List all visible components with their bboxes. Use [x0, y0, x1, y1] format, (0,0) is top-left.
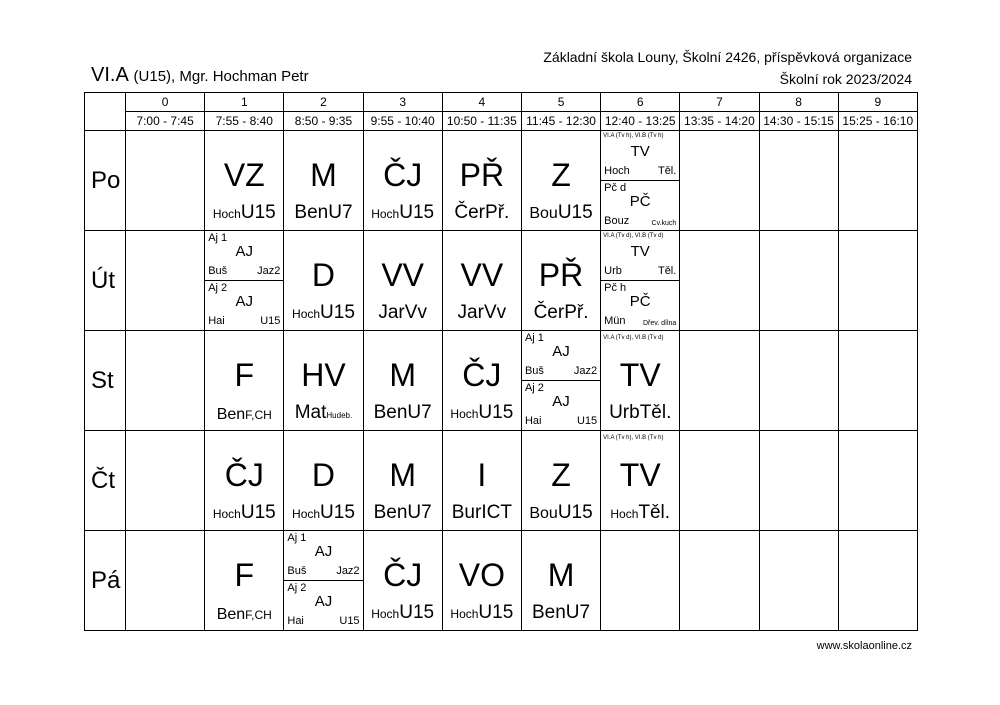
- room: Hudeb.: [326, 411, 353, 420]
- lesson-half: [284, 531, 362, 581]
- room: F,CH: [245, 408, 272, 422]
- group-label: Aj 1: [208, 232, 228, 244]
- class-name: VI.A: [91, 64, 129, 86]
- subject: ČJ: [383, 157, 423, 193]
- teacher-room: [284, 202, 362, 224]
- subject: ČJ: [224, 457, 264, 493]
- lesson-half: [601, 231, 679, 281]
- teacher-room: [443, 602, 521, 624]
- subject: VZ: [223, 157, 265, 193]
- teacher: Ben: [216, 406, 246, 423]
- subject: TV: [630, 143, 650, 160]
- corner-cell: [85, 93, 126, 131]
- group-note: VI.A (Tv d), VI.B (Tv d): [603, 335, 664, 341]
- group-label: Aj 1: [287, 532, 307, 544]
- teacher: Ben: [294, 202, 329, 223]
- lesson-cell: [205, 231, 284, 331]
- subject: AJ: [552, 393, 570, 410]
- lesson-cell: [126, 531, 205, 631]
- day-label: Pá: [85, 531, 126, 631]
- teacher: Hoch: [292, 507, 321, 521]
- room: U7: [565, 602, 591, 623]
- teacher: Jar: [457, 302, 484, 323]
- room: U15: [240, 502, 276, 523]
- subject: AJ: [235, 293, 254, 310]
- subject: PŘ: [538, 257, 584, 293]
- group-label: Aj 1: [524, 332, 544, 344]
- subject: AJ: [314, 593, 333, 610]
- lesson-cell: [442, 131, 521, 231]
- room: U7: [407, 502, 432, 523]
- lesson-cell: [363, 331, 442, 431]
- lesson-cell: [601, 231, 680, 331]
- teacher: Hai: [287, 615, 304, 627]
- teacher-room: [522, 502, 600, 524]
- teacher-room: [284, 502, 362, 524]
- teacher: Jar: [378, 302, 405, 323]
- lesson-cell: [759, 331, 838, 431]
- lesson-cell: [284, 231, 363, 331]
- subject: M: [547, 557, 575, 593]
- room: U15: [478, 602, 514, 623]
- day-row: [85, 331, 918, 431]
- day-row: [85, 231, 918, 331]
- lesson-cell: [284, 331, 363, 431]
- teacher: Ben: [216, 606, 246, 623]
- lesson-cell: [838, 431, 917, 531]
- subject: VV: [460, 257, 504, 293]
- lesson-cell: [126, 231, 205, 331]
- period-number: 5: [521, 93, 600, 112]
- period-number: 9: [838, 93, 917, 112]
- footer-link[interactable]: www.skolaonline.cz: [816, 640, 912, 652]
- period-number-row: [85, 93, 918, 112]
- teacher: Hoch: [292, 307, 321, 321]
- lesson-cell: [759, 231, 838, 331]
- lesson-cell: [680, 431, 759, 531]
- lesson-cell: [284, 131, 363, 231]
- day-label: Čt: [85, 431, 126, 531]
- room: U15: [260, 315, 281, 327]
- teacher-room: [364, 402, 442, 424]
- teacher-room: [443, 302, 521, 324]
- lesson-cell: [680, 531, 759, 631]
- subject: AJ: [552, 343, 570, 360]
- teacher-room: [522, 302, 600, 324]
- lesson-cell: [205, 431, 284, 531]
- room: U15: [557, 502, 593, 523]
- teacher-room: [601, 502, 679, 524]
- lesson-cell: [680, 231, 759, 331]
- teacher-room: [364, 202, 442, 224]
- lesson-cell: [521, 231, 600, 331]
- room: Jaz2: [573, 365, 598, 377]
- teacher-room: [522, 202, 600, 224]
- lesson-cell: [838, 131, 917, 231]
- period-number: 3: [363, 93, 442, 112]
- teacher: Hoch: [371, 207, 400, 221]
- lesson-cell: [442, 431, 521, 531]
- teacher: Bur: [451, 502, 482, 523]
- lesson-cell: [363, 231, 442, 331]
- teacher: Hai: [524, 415, 542, 427]
- class-room: (U15): [133, 68, 172, 85]
- subject: M: [310, 157, 337, 193]
- lesson-cell: [284, 431, 363, 531]
- subject: AJ: [314, 543, 333, 560]
- room: Těl.: [657, 165, 677, 177]
- teacher-room: [443, 202, 521, 224]
- lesson-cell: [521, 431, 600, 531]
- teacher-room: [284, 402, 362, 424]
- subject: PČ: [629, 293, 651, 310]
- teacher-room: [364, 602, 442, 624]
- room: U15: [478, 402, 514, 423]
- teacher-room: [205, 202, 283, 224]
- room: U15: [399, 602, 435, 623]
- lesson-cell: [680, 331, 759, 431]
- teacher: Urb: [604, 265, 622, 277]
- teacher: Buš: [287, 565, 307, 577]
- room: Vv: [483, 302, 507, 323]
- teacher-room: [364, 502, 442, 524]
- room: Př.: [485, 202, 510, 223]
- lesson-cell: [205, 331, 284, 431]
- lesson-half: [522, 381, 600, 430]
- teacher: Hai: [208, 315, 225, 327]
- group-note: VI.A (Tv h), VI.B (Tv h): [603, 133, 664, 139]
- lesson-half: [205, 281, 283, 330]
- period-time: 7:00 - 7:45: [126, 112, 205, 131]
- room: Dřev. dílna: [642, 320, 677, 327]
- teacher: Bou: [529, 505, 558, 522]
- teacher: Buš: [524, 365, 544, 377]
- day-row: [85, 431, 918, 531]
- subject: Z: [551, 457, 571, 493]
- lesson-cell: [363, 131, 442, 231]
- lesson-half: [522, 331, 600, 381]
- room: Cv.kuch: [651, 220, 677, 227]
- subject: VO: [458, 557, 505, 593]
- period-time: 9:55 - 10:40: [363, 112, 442, 131]
- room: Těl.: [657, 265, 677, 277]
- lesson-cell: [442, 231, 521, 331]
- teacher: Čer: [533, 302, 565, 323]
- subject: TV: [619, 457, 661, 493]
- lesson-cell: [838, 331, 917, 431]
- lesson-cell: [126, 431, 205, 531]
- lesson-cell: [838, 531, 917, 631]
- room: U15: [576, 415, 598, 427]
- teacher: Hoch: [450, 407, 479, 421]
- room: Jaz2: [257, 265, 281, 277]
- split-lesson: [284, 531, 362, 630]
- subject: ČJ: [383, 557, 423, 593]
- lesson-cell: [205, 531, 284, 631]
- period-number: 0: [126, 93, 205, 112]
- lesson-cell: [759, 531, 838, 631]
- lesson-cell: [601, 131, 680, 231]
- day-label: Út: [85, 231, 126, 331]
- subject: TV: [630, 243, 650, 260]
- room: U15: [320, 502, 355, 523]
- lesson-cell: [521, 131, 600, 231]
- period-time: 11:45 - 12:30: [521, 112, 600, 131]
- period-time: 10:50 - 11:35: [442, 112, 521, 131]
- teacher: Hoch: [212, 207, 241, 221]
- period-number: 7: [680, 93, 759, 112]
- lesson-half: [601, 281, 679, 330]
- period-time: 12:40 - 13:25: [601, 112, 680, 131]
- school-name: Základní škola Louny, Školní 2426, příspěvková organizace: [543, 49, 912, 65]
- subject: TV: [619, 357, 661, 393]
- room: Jaz2: [336, 565, 360, 577]
- teacher: Urb: [609, 402, 640, 423]
- group-label: Aj 2: [287, 582, 307, 594]
- period-number: 6: [601, 93, 680, 112]
- lesson-cell: [601, 531, 680, 631]
- lesson-cell: [442, 331, 521, 431]
- subject: D: [311, 457, 336, 493]
- teacher: Hoch: [604, 165, 630, 177]
- teacher: Hoch: [450, 607, 479, 621]
- teacher-room: [601, 402, 679, 424]
- lesson-cell: [601, 431, 680, 531]
- teacher: Hoch: [371, 607, 400, 621]
- lesson-cell: [126, 131, 205, 231]
- period-time: 13:35 - 14:20: [680, 112, 759, 131]
- teacher-room: [443, 502, 521, 524]
- lesson-cell: [126, 331, 205, 431]
- room: U15: [320, 302, 355, 323]
- lesson-cell: [759, 131, 838, 231]
- room: U15: [339, 615, 360, 627]
- period-time: 15:25 - 16:10: [838, 112, 917, 131]
- day-label: St: [85, 331, 126, 431]
- subject: PŘ: [459, 157, 505, 193]
- subject: M: [389, 357, 416, 393]
- teacher: Hoch: [212, 507, 241, 521]
- subject: ČJ: [462, 357, 502, 393]
- period-time: 14:30 - 15:15: [759, 112, 838, 131]
- period-number: 4: [442, 93, 521, 112]
- teacher-room: [284, 302, 362, 324]
- lesson-cell: [838, 231, 917, 331]
- subject: AJ: [235, 243, 254, 260]
- timetable: [84, 92, 918, 631]
- day-label: Po: [85, 131, 126, 231]
- group-label: Pč d: [604, 182, 627, 194]
- group-note: VI.A (Tv h), VI.B (Tv h): [603, 435, 664, 441]
- lesson-cell: [442, 531, 521, 631]
- teacher: Ben: [373, 402, 408, 423]
- timetable-body: [85, 131, 918, 631]
- room: U15: [399, 202, 435, 223]
- lesson-cell: [601, 331, 680, 431]
- lesson-cell: [363, 531, 442, 631]
- teacher: Bouz: [604, 215, 630, 227]
- teacher: Ben: [531, 602, 566, 623]
- subject: HV: [301, 357, 346, 393]
- room: U15: [240, 202, 276, 223]
- teacher: Mat: [294, 402, 327, 423]
- group-label: Aj 2: [524, 382, 544, 394]
- lesson-cell: [521, 531, 600, 631]
- group-label: Pč h: [604, 282, 627, 294]
- teacher-room: [205, 406, 283, 424]
- lesson-cell: [284, 531, 363, 631]
- lesson-half: [284, 581, 362, 630]
- teacher: Buš: [208, 265, 228, 277]
- period-number: 8: [759, 93, 838, 112]
- teacher-room: [364, 302, 442, 324]
- lesson-half: [205, 231, 283, 281]
- room: Těl.: [638, 502, 671, 523]
- teacher-room: [205, 606, 283, 624]
- lesson-cell: [205, 131, 284, 231]
- subject: F: [234, 357, 255, 393]
- period-time-row: [85, 112, 918, 131]
- room: Těl.: [639, 402, 672, 423]
- subject: D: [311, 257, 336, 293]
- teacher-room: [205, 502, 283, 524]
- lesson-cell: [363, 431, 442, 531]
- period-number: 2: [284, 93, 363, 112]
- subject: M: [389, 457, 416, 493]
- lesson-half: [601, 131, 679, 181]
- class-teacher: , Mgr. Hochman Petr: [171, 68, 309, 85]
- day-row: [85, 531, 918, 631]
- teacher: Bou: [529, 205, 558, 222]
- subject: Z: [551, 157, 571, 193]
- room: Př.: [564, 302, 589, 323]
- lesson-cell: [680, 131, 759, 231]
- lesson-cell: [759, 431, 838, 531]
- group-note: VI.A (Tv d), VI.B (Tv d): [603, 233, 664, 239]
- lesson-cell: [521, 331, 600, 431]
- teacher: Mün: [604, 315, 626, 327]
- subject: F: [234, 557, 255, 593]
- room: F,CH: [245, 608, 272, 622]
- period-number: 1: [205, 93, 284, 112]
- room: U15: [557, 202, 593, 223]
- subject: PČ: [629, 193, 651, 210]
- split-lesson: [205, 231, 283, 330]
- group-label: Aj 2: [208, 282, 228, 294]
- teacher-room: [443, 402, 521, 424]
- teacher: Čer: [454, 202, 486, 223]
- teacher-room: [522, 602, 600, 624]
- teacher: Hoch: [610, 507, 639, 521]
- class-title: [91, 64, 309, 87]
- period-time: 8:50 - 9:35: [284, 112, 363, 131]
- room: Vv: [404, 302, 427, 323]
- school-year: Školní rok 2023/2024: [779, 71, 912, 87]
- period-time: 7:55 - 8:40: [205, 112, 284, 131]
- subject: VV: [381, 257, 424, 293]
- subject: I: [477, 457, 487, 493]
- room: ICT: [481, 502, 512, 523]
- teacher: Ben: [373, 502, 408, 523]
- room: U7: [407, 402, 432, 423]
- day-row: [85, 131, 918, 231]
- lesson-half: [601, 181, 679, 230]
- split-lesson: [522, 331, 600, 430]
- room: U7: [328, 202, 353, 223]
- split-lesson: [601, 231, 679, 330]
- split-lesson: [601, 131, 679, 230]
